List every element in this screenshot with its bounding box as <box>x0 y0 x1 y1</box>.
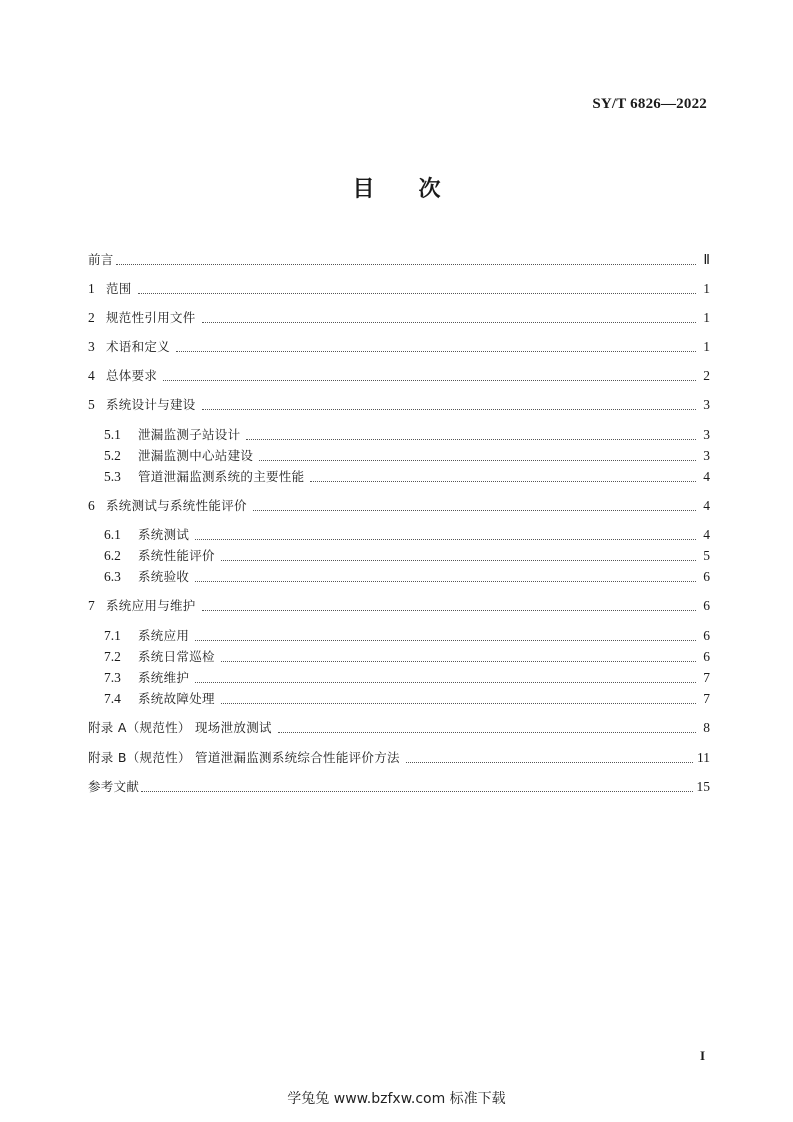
toc-entry-bibliography[interactable] <box>88 777 710 795</box>
toc-entry-1[interactable] <box>88 279 710 297</box>
toc-entry-7-3[interactable] <box>104 668 710 686</box>
toc-entry-number: 4 <box>88 368 95 383</box>
toc-leader <box>278 731 696 733</box>
toc-entry-number: 7.2 <box>104 649 121 664</box>
toc-entry-label: 系统应用与维护 <box>106 598 196 613</box>
toc-entry-page: 6 <box>703 628 710 643</box>
toc-entry-3[interactable] <box>88 337 710 355</box>
toc-entry-appendix-a[interactable] <box>88 718 710 736</box>
toc-entry-2[interactable] <box>88 308 710 326</box>
toc-entry-page: 3 <box>703 448 710 463</box>
toc-leader <box>163 379 696 381</box>
toc-entry-page: 1 <box>703 339 710 354</box>
toc-leader <box>202 321 696 323</box>
toc-entry-label: 规范性引用文件 <box>106 310 196 325</box>
toc-leader <box>195 538 696 540</box>
toc-leader <box>141 790 692 792</box>
toc-entry-page: 4 <box>703 469 710 484</box>
standard-number: SY/T 6826—2022 <box>592 96 707 112</box>
toc-entry-number: 2 <box>88 310 95 325</box>
toc-entry-page: 3 <box>703 397 710 412</box>
toc-leader <box>116 263 696 265</box>
toc-leader <box>195 681 696 683</box>
toc-entry-page: 6 <box>703 569 710 584</box>
toc-entry-page: 4 <box>703 498 710 513</box>
toc-entry-label: 系统测试 <box>138 527 190 542</box>
toc-entry-7[interactable] <box>88 596 710 614</box>
toc-entry-page: 7 <box>703 670 710 685</box>
toc-entry-number: 6.3 <box>104 569 121 584</box>
toc-leader <box>195 639 696 641</box>
toc-entry-number: 6 <box>88 498 95 513</box>
toc-entry-5-3[interactable] <box>104 467 710 485</box>
toc-leader <box>221 702 696 704</box>
toc-entry-label: 泄漏监测子站设计 <box>138 427 241 442</box>
toc-entry-page: 4 <box>703 527 710 542</box>
watermark-text: 学兔兔 www.bzfxw.com 标准下载 <box>287 1091 506 1107</box>
toc-entry-6-1[interactable] <box>104 525 710 543</box>
toc-entry-5[interactable] <box>88 395 710 413</box>
toc-entry-number: 5.1 <box>104 427 121 442</box>
toc-entry-number: 1 <box>88 281 95 296</box>
toc-entry-6[interactable] <box>88 496 710 514</box>
toc-entry-label: 系统故障处理 <box>138 691 215 706</box>
toc-entry-label: 系统验收 <box>138 569 190 584</box>
toc-entry-number: 7.1 <box>104 628 121 643</box>
toc-entry-6-3[interactable] <box>104 567 710 585</box>
toc-entry-7-2[interactable] <box>104 647 710 665</box>
toc-entry-number: 6.1 <box>104 527 121 542</box>
toc-entry-label: 系统应用 <box>138 628 190 643</box>
toc-leader <box>246 438 696 440</box>
toc-leader <box>138 292 696 294</box>
toc-entry-page: 1 <box>703 310 710 325</box>
toc-entry-page: 6 <box>703 649 710 664</box>
toc-leader <box>221 559 696 561</box>
toc-entry-6-2[interactable] <box>104 546 710 564</box>
toc-entry-label: 总体要求 <box>106 368 158 383</box>
toc-entry-7-4[interactable] <box>104 689 710 707</box>
toc-entry-page: 1 <box>703 281 710 296</box>
toc-leader <box>259 459 696 461</box>
toc-entry-page: 3 <box>703 427 710 442</box>
toc-entry-appendix-b[interactable] <box>88 748 710 766</box>
toc-entry-label: 术语和定义 <box>106 339 171 354</box>
toc-entry-page: 15 <box>696 779 710 794</box>
toc-entry-page: 7 <box>703 691 710 706</box>
toc-entry-5-2[interactable] <box>104 446 710 464</box>
toc-entry-number: 3 <box>88 339 95 354</box>
toc-entry-page: 8 <box>703 720 710 735</box>
toc-entry-foreword[interactable] <box>88 250 710 268</box>
toc-entry-7-1[interactable] <box>104 626 710 644</box>
toc-entry-page: 11 <box>697 750 710 765</box>
toc-entry-label: 前言 <box>88 252 114 267</box>
toc-entry-label: 系统测试与系统性能评价 <box>106 498 247 513</box>
toc-entry-page: 6 <box>703 598 710 613</box>
toc-leader <box>221 660 696 662</box>
toc-entry-5-1[interactable] <box>104 425 710 443</box>
toc-entry-number: 7 <box>88 598 95 613</box>
toc-entry-number: 5 <box>88 397 95 412</box>
toc-entry-number: 7.4 <box>104 691 121 706</box>
toc-leader <box>195 580 696 582</box>
toc-entry-number: 7.3 <box>104 670 121 685</box>
toc-leader <box>310 480 696 482</box>
toc-entry-number: 5.2 <box>104 448 121 463</box>
toc-entry-label: 系统维护 <box>138 670 190 685</box>
toc-title-part2: 次 <box>418 177 441 202</box>
toc-entry-number: 5.3 <box>104 469 121 484</box>
toc-leader <box>253 509 696 511</box>
toc-leader <box>176 350 696 352</box>
toc-entry-label: 范围 <box>106 281 132 296</box>
toc-entry-page: 2 <box>703 368 710 383</box>
toc-title <box>0 172 793 203</box>
toc-entry-page: 5 <box>703 548 710 563</box>
toc-entry-label: 附录 A（规范性） 现场泄放测试 <box>88 720 272 735</box>
toc-entry-label: 系统设计与建设 <box>106 397 196 412</box>
toc-leader <box>406 761 693 763</box>
toc-leader <box>202 408 696 410</box>
toc-entry-label: 泄漏监测中心站建设 <box>138 448 254 463</box>
page-number: I <box>699 1048 705 1063</box>
toc-title-part1: 目 <box>352 177 375 202</box>
toc-entry-label: 系统性能评价 <box>138 548 215 563</box>
toc-leader <box>202 609 696 611</box>
toc-entry-label: 系统日常巡检 <box>138 649 215 664</box>
toc-entry-4[interactable] <box>88 366 710 384</box>
toc-entry-label: 管道泄漏监测系统的主要性能 <box>138 469 305 484</box>
toc-entry-label: 附录 B（规范性） 管道泄漏监测系统综合性能评价方法 <box>88 750 400 765</box>
toc-entry-number: 6.2 <box>104 548 121 563</box>
toc-entry-label: 参考文献 <box>88 779 140 794</box>
toc-entry-page: Ⅱ <box>703 252 710 267</box>
